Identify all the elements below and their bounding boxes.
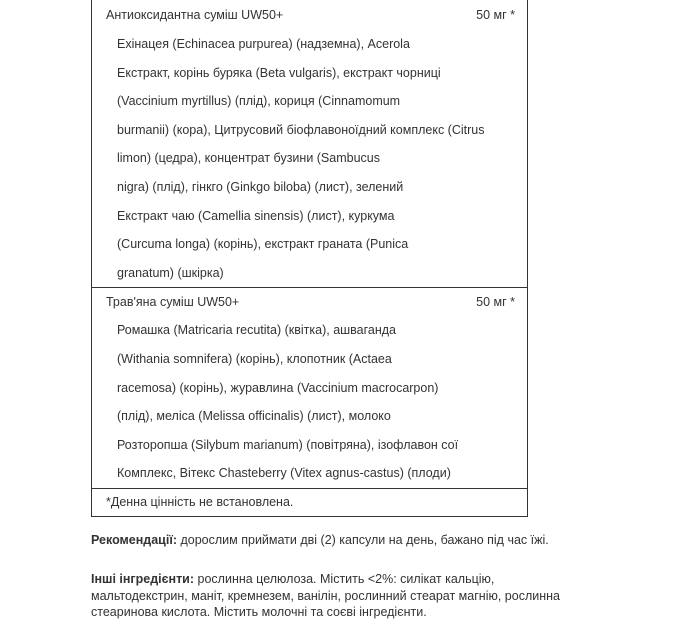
herbal-ingredients (92, 316, 527, 488)
herbal-blend-header (92, 288, 527, 316)
recommendations-text: дорослим приймати дві (2) капсули на день, бажано під час їжі. (177, 533, 549, 547)
antioxidant-blend-header (92, 0, 527, 30)
ingredient-line: Екстракт, корінь буряка (Beta vulgaris), екстракт чорниці (117, 65, 441, 80)
other-ingredients (91, 571, 591, 621)
ingredient-line: Ехінацея (Echinacea purpurea) (надземна), Acerola (117, 37, 410, 51)
daily-value-footnote: *Денна цінність не встановлена. (92, 488, 527, 516)
ingredient-line: Розторопша (Silybum marianum) (повітряна), ізофлавон сої (117, 437, 459, 452)
antioxidant-blend-section (92, 0, 527, 287)
other-ingredients-label: Інші інгредієнти: (91, 572, 195, 586)
antioxidant-blend-amount: 50 мг * (476, 8, 515, 22)
herbal-blend-section (92, 287, 527, 488)
ingredient-line: (Withania somnifera) (корінь), клопотник (Actaea (117, 351, 392, 366)
antioxidant-blend-title: Антиоксидантна суміш UW50+ (106, 8, 284, 22)
ingredient-line: granatum) (шкірка) (117, 265, 224, 280)
antioxidant-ingredients (92, 30, 527, 287)
ingredient-line: (Vaccinium myrtillus) (плід), кориця (Cinnamomum (117, 94, 401, 109)
ingredient-line: burmanii) (кора), Цитрусовий біофлавоноїдний комплекс (Citrus (117, 122, 485, 137)
recommendations (91, 532, 611, 549)
supplement-facts-table (91, 0, 528, 517)
recommendations-label: Рекомендації: (91, 533, 178, 547)
ingredient-line: Екстракт чаю (Camellia sinensis) (лист), куркума (117, 208, 395, 223)
ingredient-line: Ромашка (Matricaria recutita) (квітка), ашваганда (117, 323, 397, 338)
ingredient-line: Комплекс, Вітекс Chasteberry (Vitex agnus-castus) (плоди) (117, 466, 451, 481)
ingredient-line: limon) (цедра), концентрат бузини (Sambucus (117, 151, 380, 166)
ingredient-line: nigra) (плід), гінкго (Ginkgo biloba) (лист), зелений (117, 179, 404, 194)
herbal-blend-title: Трав'яна суміш UW50+ (106, 295, 240, 310)
ingredient-line: racemosa) (корінь), журавлина (Vaccinium macrocarpon) (117, 380, 439, 395)
herbal-blend-amount: 50 мг * (476, 295, 515, 310)
other-ingredients-text: рослинна целюлоза. Містить <2%: силікат кальцію, мальтодекстрин, маніт, кремнезем, ванілін, рослинний стеарат магнію, рослинна стеаринова кислота. Містить молочні та соєві інгредієнти. (91, 572, 560, 619)
ingredient-line: (Curcuma longa) (корінь), екстракт граната (Punica (117, 237, 409, 252)
ingredient-line: (плід), меліса (Melissa officinalis) (лист), молоко (117, 409, 391, 424)
